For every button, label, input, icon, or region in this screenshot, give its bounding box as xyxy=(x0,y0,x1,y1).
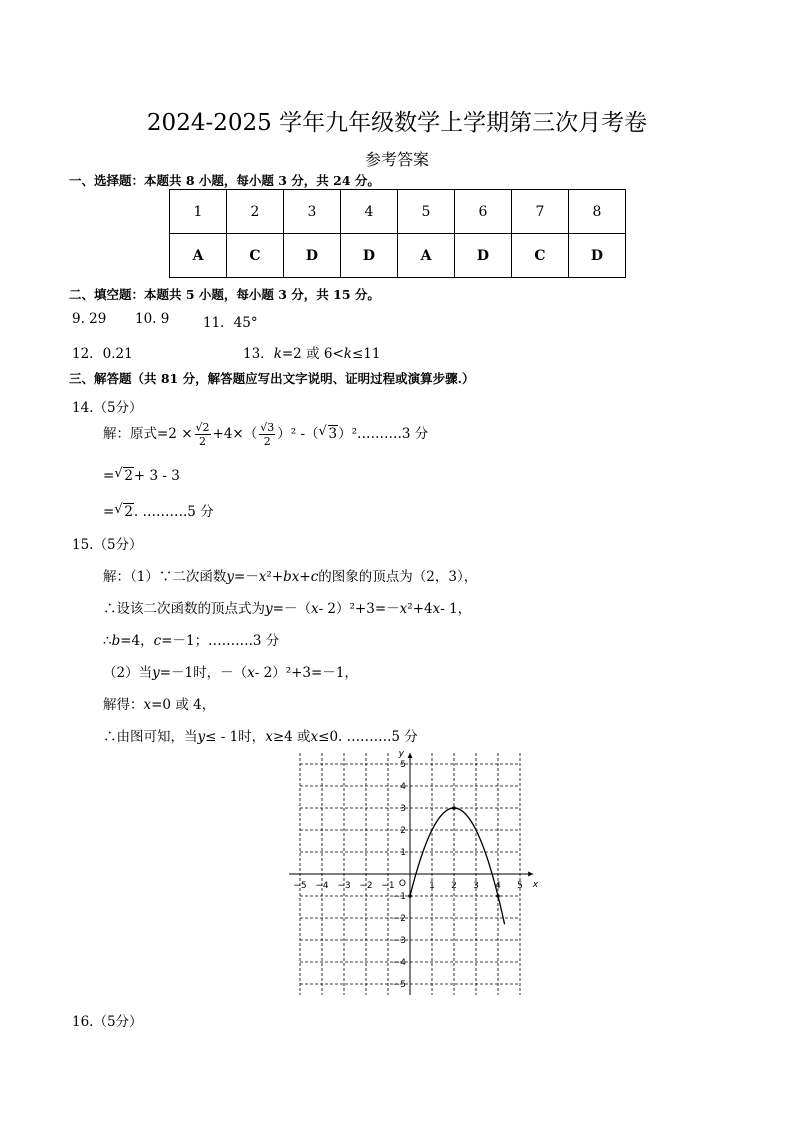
question-16-label: 16.（5分） xyxy=(72,1014,143,1030)
answer-9: 9. 29 xyxy=(72,311,107,327)
x-tick-label: −2 xyxy=(359,881,373,891)
x-axis-arrow xyxy=(528,872,533,877)
question-15-line-1: 解：（1）∵二次函数y=－x²+bx+c的图象的顶点为（2，3）， xyxy=(103,569,478,585)
x-tick-label: 1 xyxy=(429,881,435,891)
table-cell: A xyxy=(170,234,227,278)
table-cell: 4 xyxy=(341,190,398,234)
square-root: √ 3 xyxy=(319,426,339,442)
answer-table xyxy=(169,189,626,278)
x-tick-label: −5 xyxy=(293,881,307,891)
table-cell: 1 xyxy=(170,190,227,234)
fraction: $\frac{√2}{2}$ xyxy=(195,421,210,448)
section3-heading: 三、解答题（共 81 分，解答题应写出文字说明、证明过程或演算步骤.） xyxy=(69,371,475,386)
table-cell: 3 xyxy=(284,190,341,234)
fraction: $\frac{√3}{2}$ xyxy=(260,421,275,448)
y-tick-label: 5 xyxy=(400,760,406,770)
parabola-curve xyxy=(410,808,505,924)
origin-label: O xyxy=(398,879,406,889)
question-15-line-4: （2）当y=－1时，－（x- 2）²+3=－1， xyxy=(103,665,358,681)
answer-12: 12．0.21 xyxy=(72,346,133,362)
page-subtitle: 参考答案 xyxy=(364,150,429,169)
section1-heading: 一、选择题：本题共 8 小题，每小题 3 分，共 24 分。 xyxy=(69,173,380,188)
question-15-line-6: ∴由图可知，当y≤ - 1时，x≥4 或x≤0. ……….5 分 xyxy=(103,729,418,745)
y-tick-label: 2 xyxy=(400,826,406,836)
x-tick-label: 4 xyxy=(495,881,501,891)
table-cell: 8 xyxy=(569,190,626,234)
table-cell: 2 xyxy=(227,190,284,234)
x-tick-label: 5 xyxy=(517,881,523,891)
data-point xyxy=(408,894,412,898)
page-title: 2024-2025 学年九年级数学上学期第三次月考卷 xyxy=(146,110,648,136)
question-15-line-2: ∴设该二次函数的顶点式为y=－（x- 2）²+3=－x²+4x- 1， xyxy=(103,601,472,617)
table-cell: 5 xyxy=(398,190,455,234)
table-cell: C xyxy=(227,234,284,278)
y-axis-label: y xyxy=(398,748,404,759)
y-axis-arrow xyxy=(408,753,413,758)
x-tick-label: 2 xyxy=(451,881,457,891)
question-15-line-5: 解得：x=0 或 4， xyxy=(103,697,216,713)
answer-13: 13．k=2 或 6<k≤11 xyxy=(243,346,381,362)
table-cell: A xyxy=(398,234,455,278)
y-tick-label: −3 xyxy=(392,936,406,946)
answer-11: 11．45° xyxy=(203,315,258,331)
table-cell: C xyxy=(512,234,569,278)
y-tick-label: −5 xyxy=(392,980,406,990)
question-14-line-2: =√ 2+ 3 - 3 xyxy=(103,468,180,484)
data-point xyxy=(496,894,500,898)
y-tick-label: −1 xyxy=(392,892,406,902)
data-point xyxy=(452,806,456,810)
answer-table-letters-row xyxy=(170,234,626,278)
table-cell: 7 xyxy=(512,190,569,234)
table-cell: 6 xyxy=(455,190,512,234)
answer-10: 10. 9 xyxy=(135,311,170,327)
table-cell: D xyxy=(569,234,626,278)
x-tick-label: −4 xyxy=(315,881,329,891)
square-root: √ 2 xyxy=(114,504,134,520)
x-axis-label: x xyxy=(532,880,539,890)
parabola-graph xyxy=(284,744,542,998)
square-root: √ 2 xyxy=(114,468,134,484)
y-tick-label: 3 xyxy=(400,804,406,814)
question-14-line-1: 解：原式=2 × $\frac{√2}{2}$ +4×（ $\frac{√3}{2}$ ）² -（√ 3）²……….3 分 xyxy=(103,421,428,448)
y-tick-label: −4 xyxy=(392,958,406,968)
y-tick-label: 1 xyxy=(400,848,406,858)
question-14-line-3: =√ 2. ……….5 分 xyxy=(103,500,214,520)
question-15-line-3: ∴b=4，c=－1；……….3 分 xyxy=(103,633,280,649)
x-tick-label: 3 xyxy=(473,881,479,891)
y-tick-label: 4 xyxy=(400,782,406,792)
y-tick-label: −2 xyxy=(392,914,406,924)
table-cell: D xyxy=(455,234,512,278)
section2-heading: 二、填空题：本题共 5 小题，每小题 3 分，共 15 分。 xyxy=(69,287,380,302)
question-15-label: 15.（5分） xyxy=(72,537,143,553)
x-tick-label: −1 xyxy=(381,881,395,891)
answer-table-numbers-row xyxy=(170,190,626,234)
question-14-label: 14.（5分） xyxy=(72,400,143,416)
table-cell: D xyxy=(284,234,341,278)
x-tick-label: −3 xyxy=(337,881,351,891)
table-cell: D xyxy=(341,234,398,278)
